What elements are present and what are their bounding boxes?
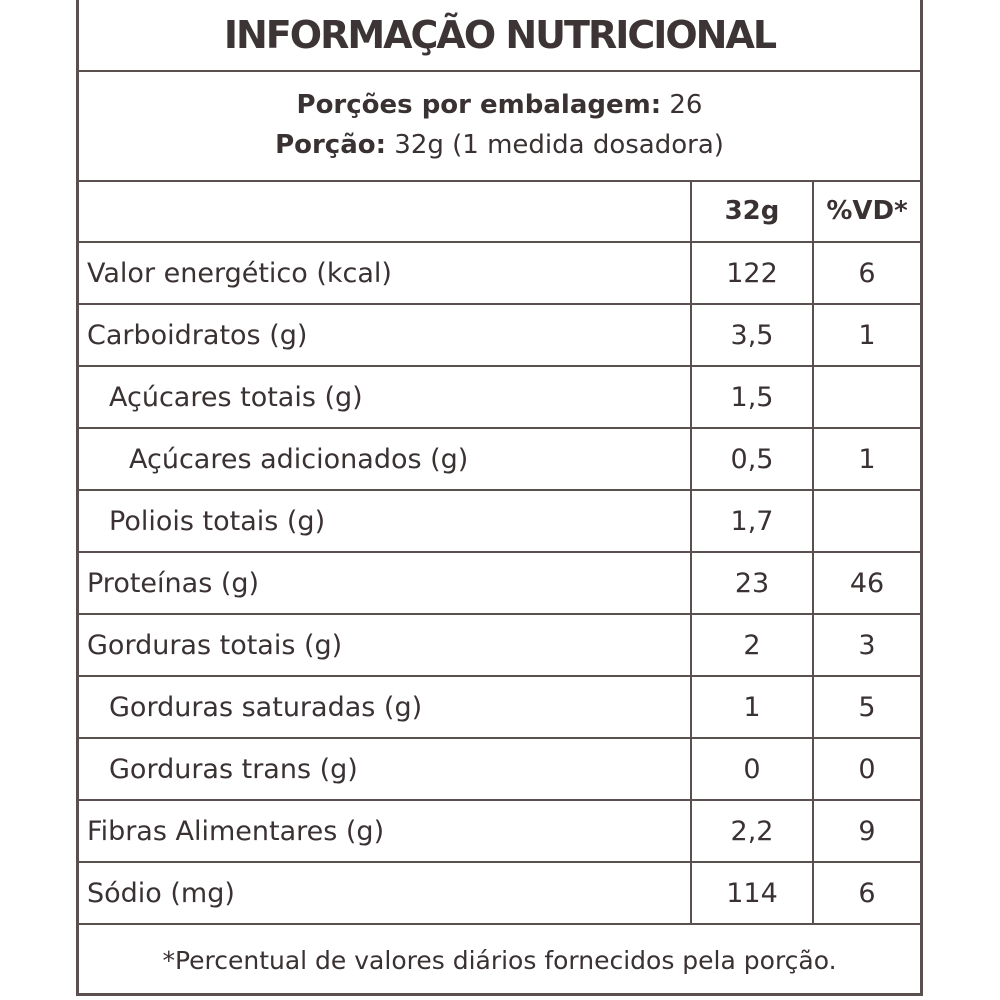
portion-size xyxy=(275,125,724,165)
nutrient-name: Açúcares adicionados (g) xyxy=(79,428,691,490)
nutrient-daily-value: 6 xyxy=(813,242,920,304)
table-row xyxy=(79,738,920,800)
table-row xyxy=(79,676,920,738)
nutrition-title: INFORMAÇÃO NUTRICIONAL xyxy=(79,0,920,72)
nutrient-name: Carboidratos (g) xyxy=(79,304,691,366)
nutrient-daily-value xyxy=(813,490,920,552)
nutrient-daily-value: 9 xyxy=(813,800,920,862)
table-row xyxy=(79,428,920,490)
nutrient-name: Valor energético (kcal) xyxy=(79,242,691,304)
footnote: *Percentual de valores diários fornecidos pela porção. xyxy=(162,945,837,975)
nutrient-daily-value xyxy=(813,366,920,428)
nutrient-amount: 1 xyxy=(691,676,813,738)
nutrition-table xyxy=(79,180,920,925)
header-amount: 32g xyxy=(691,180,813,242)
serving-info xyxy=(79,70,920,182)
table-row xyxy=(79,800,920,862)
table-row xyxy=(79,862,920,924)
nutrient-amount: 3,5 xyxy=(691,304,813,366)
nutrient-amount: 0 xyxy=(691,738,813,800)
nutrient-name: Fibras Alimentares (g) xyxy=(79,800,691,862)
nutrition-facts-panel xyxy=(76,0,923,996)
nutrient-amount: 114 xyxy=(691,862,813,924)
header-nutrient xyxy=(79,180,691,242)
nutrient-amount: 2 xyxy=(691,614,813,676)
header-daily-value: %VD* xyxy=(813,180,920,242)
nutrient-amount: 23 xyxy=(691,552,813,614)
nutrient-daily-value: 5 xyxy=(813,676,920,738)
nutrient-daily-value: 0 xyxy=(813,738,920,800)
nutrient-name: Açúcares totais (g) xyxy=(79,366,691,428)
nutrient-daily-value: 6 xyxy=(813,862,920,924)
nutrient-daily-value: 46 xyxy=(813,552,920,614)
nutrient-daily-value: 1 xyxy=(813,428,920,490)
table-header-row xyxy=(79,180,920,242)
nutrient-name: Sódio (mg) xyxy=(79,862,691,924)
nutrient-name: Gorduras trans (g) xyxy=(79,738,691,800)
nutrient-name: Proteínas (g) xyxy=(79,552,691,614)
portion-label: Porção: xyxy=(275,130,387,160)
nutrient-daily-value: 1 xyxy=(813,304,920,366)
table-row xyxy=(79,366,920,428)
nutrient-amount: 2,2 xyxy=(691,800,813,862)
portions-per-package xyxy=(297,85,703,125)
portions-value: 26 xyxy=(669,90,703,120)
nutrient-amount: 1,7 xyxy=(691,490,813,552)
portions-label: Porções por embalagem: xyxy=(296,90,662,120)
table-row xyxy=(79,242,920,304)
nutrient-amount: 0,5 xyxy=(691,428,813,490)
table-row xyxy=(79,614,920,676)
portion-value: 32g (1 medida dosadora) xyxy=(394,130,724,160)
nutrient-amount: 122 xyxy=(691,242,813,304)
nutrient-daily-value: 3 xyxy=(813,614,920,676)
table-row xyxy=(79,304,920,366)
nutrient-name: Gorduras saturadas (g) xyxy=(79,676,691,738)
table-row xyxy=(79,552,920,614)
nutrient-name: Gorduras totais (g) xyxy=(79,614,691,676)
nutrient-amount: 1,5 xyxy=(691,366,813,428)
nutrient-name: Poliois totais (g) xyxy=(79,490,691,552)
table-row xyxy=(79,490,920,552)
